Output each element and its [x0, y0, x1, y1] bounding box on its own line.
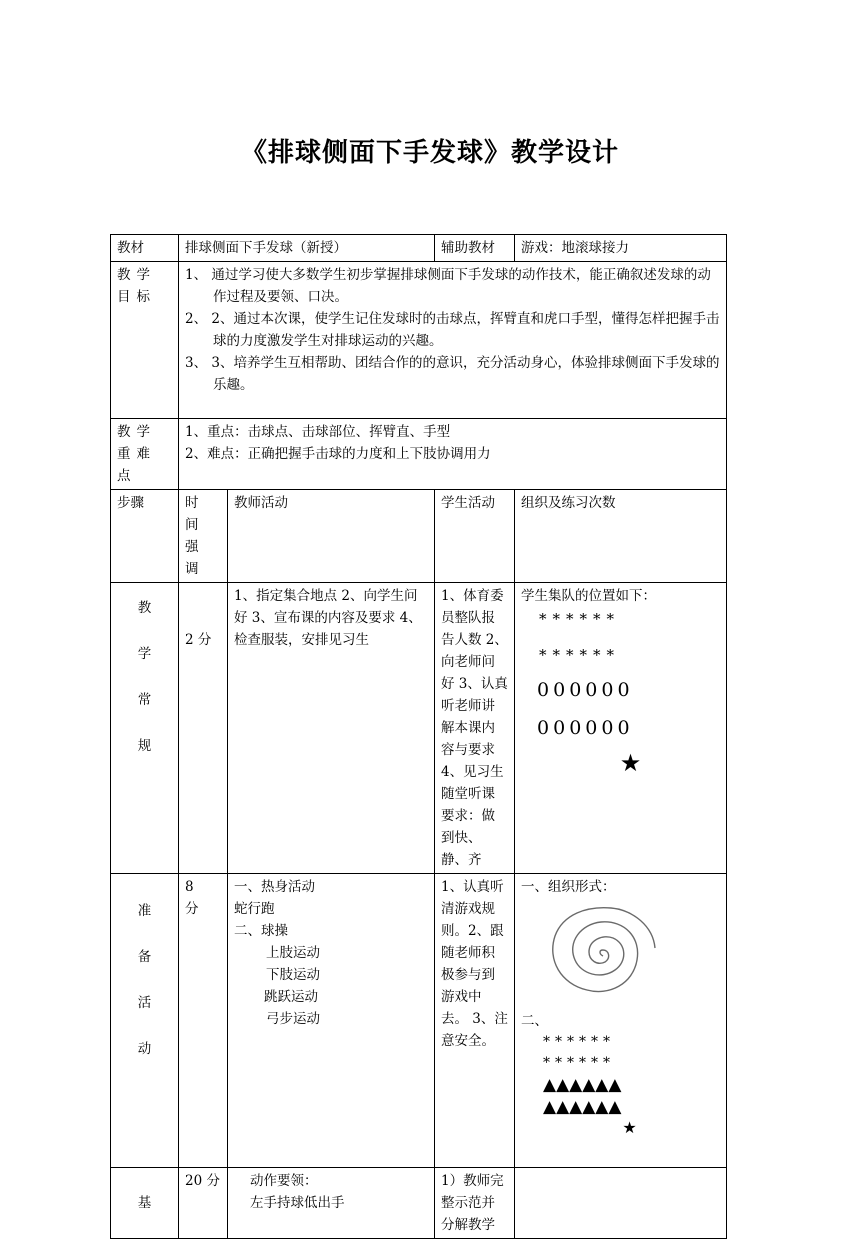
difficulty-content — [179, 419, 727, 490]
warmup-student: 1、认真听清游戏规则。2、跟随老师积极参与到游戏中去。 3、注意安全。 — [435, 874, 515, 1168]
goals-label: 教学目标 — [111, 262, 179, 419]
warmup-org-title: 一、组织形式： — [521, 879, 616, 895]
aux-material-value: 游戏：地滚球接力 — [515, 235, 727, 262]
formation-row: ****** — [539, 610, 621, 628]
key-point: 1、重点：击球点、击球部位、挥臂直、手型 — [185, 424, 451, 440]
warmup-line: 上肢运动 — [266, 945, 320, 961]
teacher-star-icon: ★ — [622, 1118, 637, 1137]
header-org: 组织及练习次数 — [515, 490, 727, 583]
routine-step-char: 教 — [137, 600, 152, 616]
warmup-line: 蛇行跑 — [234, 901, 275, 917]
warmup-step — [111, 874, 179, 1168]
formation-row: ****** — [543, 1055, 616, 1071]
routine-time — [179, 583, 228, 874]
basic-student: 1）教师完整示范并分解教学 — [435, 1168, 515, 1239]
warmup-line: 下肢运动 — [266, 967, 320, 983]
header-time: 时间强调 — [179, 490, 228, 583]
table-row-goals — [111, 262, 727, 419]
routine-step-char: 规 — [137, 738, 152, 754]
difficult-point: 2、难点：正确把握手击球的力度和上下肢协调用力 — [185, 446, 491, 462]
header-student: 学生活动 — [435, 490, 515, 583]
spiral-run-icon — [533, 898, 663, 1010]
table-row-basic — [111, 1168, 727, 1239]
basic-time: 20 分 — [179, 1168, 228, 1239]
warmup-line: 二、球操 — [234, 923, 288, 939]
header-step: 步骤 — [111, 490, 179, 583]
routine-step-char: 常 — [137, 692, 152, 708]
basic-line: 左手持球低出手 — [250, 1195, 345, 1211]
formation-row: 000000 — [537, 679, 634, 701]
page-title: 《排球侧面下手发球》教学设计 — [240, 138, 619, 168]
warmup-org — [515, 874, 727, 1168]
material-value: 排球侧面下手发球（新授） — [179, 235, 435, 262]
difficulty-label: 教学重难点 — [111, 419, 179, 490]
goal-item-2: 2、 2、通过本次课，使学生记住发球时的击球点，挥臂直和虎口手型，懂得怎样把握手击球的力度激发学生对排球运动的兴趣。 — [185, 311, 720, 349]
table-row-difficulty — [111, 419, 727, 490]
aux-material-label: 辅助教材 — [435, 235, 515, 262]
goals-content — [179, 262, 727, 419]
routine-step — [111, 583, 179, 874]
formation-row: ****** — [539, 646, 621, 664]
routine-org-title: 学生集队的位置如下： — [521, 588, 657, 604]
warmup-step-char: 活 — [137, 995, 152, 1011]
warmup-line: 跳跃运动 — [264, 989, 318, 1005]
table-row-column-headers — [111, 490, 727, 583]
routine-student: 1、体育委员整队报告人数 2、向老师问好 3、认真听老师讲解本课内容与要求 4、见习生随堂听课要求：做到快、静、齐 — [435, 583, 515, 874]
warmup-org-second: 二、 — [521, 1013, 549, 1029]
basic-teacher — [228, 1168, 435, 1239]
warmup-step-char: 动 — [137, 1041, 152, 1057]
formation-row: 000000 — [537, 717, 634, 739]
triangle-row: ▲▲▲▲▲▲ — [543, 1097, 622, 1117]
lesson-plan-table — [110, 234, 727, 1239]
warmup-line: 一、热身活动 — [234, 879, 315, 895]
table-row-warmup — [111, 874, 727, 1168]
material-label: 教材 — [111, 235, 179, 262]
routine-time-value: 2 分 — [185, 632, 212, 648]
basic-step — [111, 1168, 179, 1239]
goal-item-1: 1、 通过学习使大多数学生初步掌握排球侧面下手发球的动作技术，能正确叙述发球的动作过程及要领、口决。 — [185, 267, 711, 305]
warmup-teacher — [228, 874, 435, 1168]
routine-teacher: 1、指定集合地点 2、向学生问好 3、宣布课的内容及要求 4、检查服装，安排见习生 — [228, 583, 435, 874]
triangle-row: ▲▲▲▲▲▲ — [543, 1075, 622, 1095]
goal-item-3: 3、 3、培养学生互相帮助、团结合作的的意识，充分活动身心，体验排球侧面下手发球的乐趣。 — [185, 355, 720, 393]
teacher-star-icon: ★ — [619, 749, 642, 777]
basic-step-char: 基 — [137, 1195, 152, 1211]
warmup-line: 弓步运动 — [266, 1011, 320, 1027]
warmup-step-char: 备 — [137, 949, 152, 965]
routine-step-char: 学 — [137, 646, 152, 662]
warmup-time: 8 分 — [179, 874, 228, 1168]
table-row-material — [111, 235, 727, 262]
warmup-step-char: 准 — [137, 903, 152, 919]
spiral-path — [553, 908, 655, 992]
header-teacher: 教师活动 — [228, 490, 435, 583]
table-row-routine — [111, 583, 727, 874]
basic-line: 动作要领： — [250, 1173, 318, 1189]
formation-row: ****** — [543, 1034, 616, 1050]
basic-org — [515, 1168, 727, 1239]
routine-org — [515, 583, 727, 874]
